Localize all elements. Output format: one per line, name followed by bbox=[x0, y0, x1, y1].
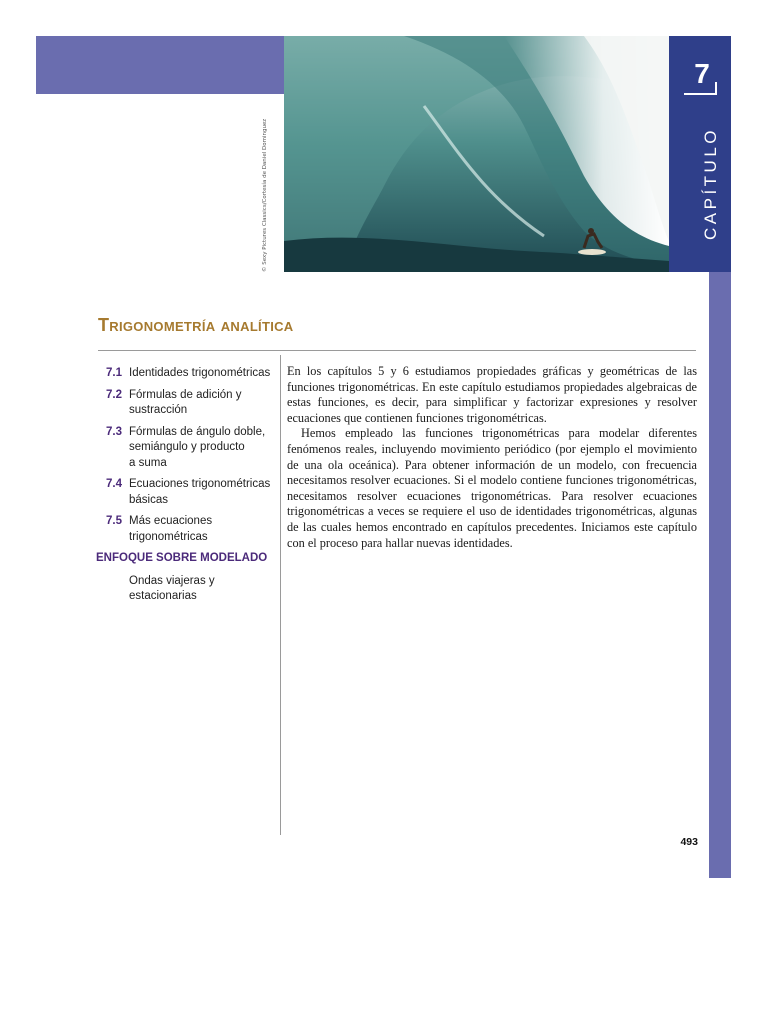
toc-label: trigonométricas bbox=[129, 530, 208, 543]
toc-item-7-1 bbox=[96, 366, 274, 382]
chapter-title: Trigonometría analítica bbox=[98, 315, 294, 335]
toc-label: a suma bbox=[129, 456, 167, 469]
toc-number: 7.4 bbox=[106, 478, 122, 490]
wave-surfer-photo bbox=[284, 36, 669, 272]
header-color-band bbox=[36, 36, 284, 94]
toc-number: 7.2 bbox=[106, 388, 122, 401]
chapter-word: CAPÍTULO bbox=[701, 126, 720, 240]
focus-subtitle: Ondas viajeras y estacionarias bbox=[129, 575, 215, 602]
toc-label: Fórmulas de ángulo doble, bbox=[129, 425, 266, 438]
toc-number: 7.1 bbox=[106, 367, 122, 379]
toc-label: Ecuaciones trigonométricas bbox=[129, 478, 271, 490]
toc-item-7-3 bbox=[96, 425, 274, 472]
toc-label: sustracción bbox=[129, 404, 188, 416]
intro-text bbox=[287, 364, 697, 551]
toc-label: básicas bbox=[129, 493, 168, 506]
toc-label: Identidades trigonométricas bbox=[129, 367, 271, 379]
column-divider bbox=[280, 355, 281, 835]
chapter-rule bbox=[684, 93, 717, 95]
toc-number: 7.5 bbox=[106, 515, 122, 527]
toc-label: Fórmulas de adición y bbox=[129, 388, 242, 401]
intro-paragraph-2: Hemos empleado las funciones trigonométricas para modelar diferentes fenómenos reales, incluyendo movimiento periódico (por ejemplo el movimiento de una ola oceánica). Para obtener información de un modelo, con frecuencia necesitamos resolver ecuaciones. Si el modelo contiene funciones trigonométricas, necesitamos resolver ecuaciones trigonométricas. Para resolver ecuaciones trigonométricas a veces se requiere el uso de identidades trigonométricas, algunas de las cuales hemos encontrado en capítulos precedentes. Iniciamos este capítulo con el proceso para hallar nuevas identidades. bbox=[287, 426, 697, 550]
focus-heading: ENFOQUE SOBRE MODELADO bbox=[96, 552, 268, 564]
toc-item-7-4 bbox=[96, 477, 274, 508]
toc-number: 7.3 bbox=[106, 425, 122, 438]
toc-label: Más ecuaciones bbox=[129, 515, 213, 527]
toc-label: semiángulo y producto bbox=[129, 441, 245, 453]
title-divider bbox=[98, 350, 696, 351]
chapter-rule-tick bbox=[715, 82, 717, 95]
table-of-contents bbox=[96, 366, 274, 604]
photo-credit: © Sexy Pictures Classics/Cortesía de Daniel Dominguez bbox=[262, 118, 268, 272]
toc-item-7-5 bbox=[96, 514, 274, 545]
wave-photo-illustration bbox=[284, 36, 669, 272]
intro-paragraph-1: En los capítulos 5 y 6 estudiamos propiedades gráficas y geométricas de las funciones trigonométricas. En este capítulo estudiamos propiedades algebraicas de estas funciones, es decir, para simplificar y factorizar expresiones y resolver ecuaciones que contienen funciones trigonométricas. bbox=[287, 364, 697, 425]
toc-item-7-2 bbox=[96, 388, 274, 419]
chapter-number: 7 bbox=[694, 58, 710, 89]
page-side-bar bbox=[709, 272, 731, 878]
page-number: 493 bbox=[680, 836, 698, 848]
